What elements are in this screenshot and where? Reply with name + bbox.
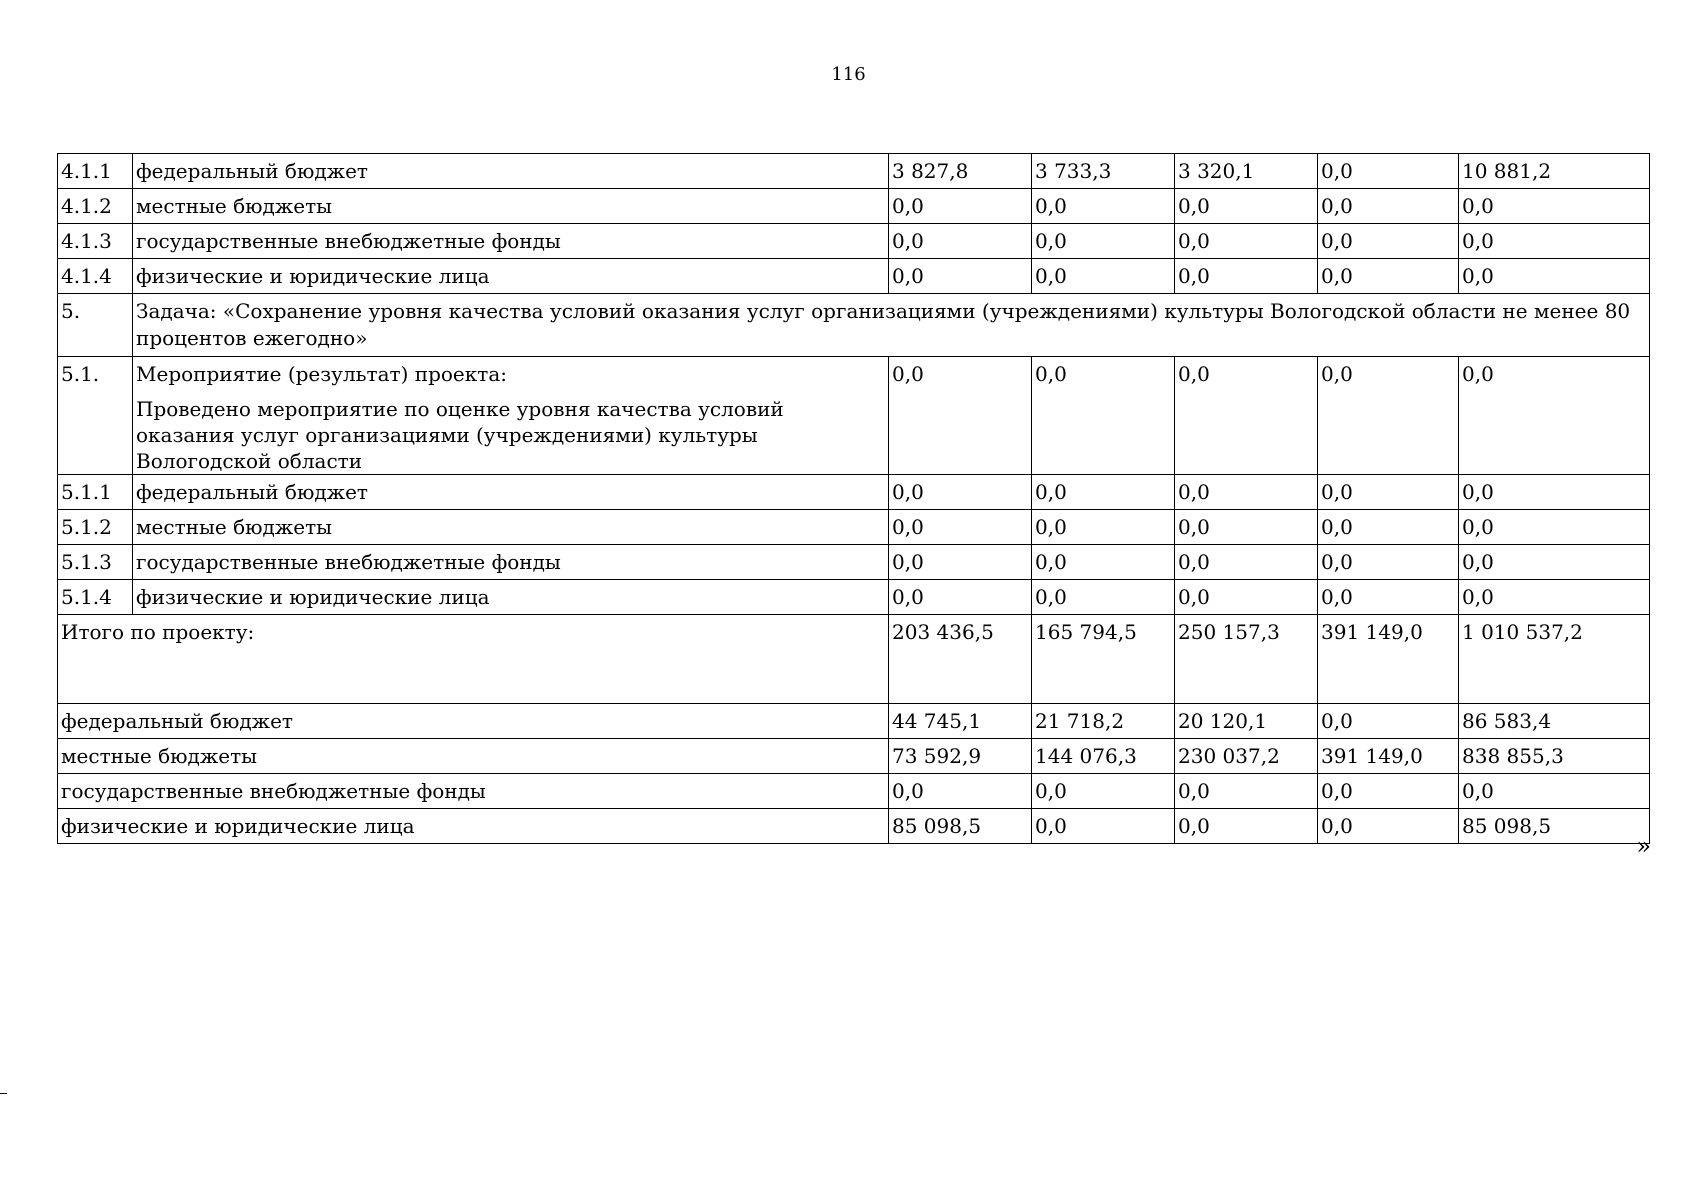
value-cell: 0,0 [1175, 189, 1318, 224]
table-row [58, 704, 1650, 739]
value-cell: 73 592,9 [889, 739, 1032, 774]
value-cell: 0,0 [1175, 774, 1318, 809]
event-description: Проведено мероприятие по оценке уровня качества условий оказания услуг организациями (учреждениями) культуры Вологодской области [136, 397, 784, 473]
value-cell: 86 583,4 [1459, 704, 1650, 739]
value-cell: 0,0 [1318, 259, 1459, 294]
value-cell: 0,0 [1318, 774, 1459, 809]
row-code: 4.1.3 [58, 224, 133, 259]
row-code: 4.1.4 [58, 259, 133, 294]
value-cell: 230 037,2 [1175, 739, 1318, 774]
value-cell: 3 827,8 [889, 154, 1032, 189]
value-cell: 0,0 [1318, 154, 1459, 189]
margin-tick [0, 1093, 7, 1094]
value-cell: 0,0 [1459, 580, 1650, 615]
table-row [58, 774, 1650, 809]
table-row [58, 545, 1650, 580]
row-name: федеральный бюджет [58, 704, 889, 739]
event-code: 5.1. [58, 357, 133, 475]
value-cell: 0,0 [1032, 510, 1175, 545]
value-cell: 0,0 [889, 357, 1032, 475]
value-cell: 0,0 [1459, 357, 1650, 475]
value-cell: 0,0 [1032, 259, 1175, 294]
value-cell: 0,0 [1175, 475, 1318, 510]
table-row [58, 510, 1650, 545]
value-cell: 3 733,3 [1032, 154, 1175, 189]
value-cell: 0,0 [889, 475, 1032, 510]
total-row [58, 615, 1650, 704]
value-cell: 0,0 [1175, 259, 1318, 294]
value-cell: 250 157,3 [1175, 615, 1318, 704]
value-cell: 0,0 [1318, 510, 1459, 545]
value-cell: 0,0 [1459, 510, 1650, 545]
row-name: государственные внебюджетные фонды [58, 774, 889, 809]
value-cell: 0,0 [1459, 545, 1650, 580]
value-cell: 44 745,1 [889, 704, 1032, 739]
value-cell: 0,0 [889, 774, 1032, 809]
value-cell: 0,0 [1459, 259, 1650, 294]
value-cell: 20 120,1 [1175, 704, 1318, 739]
event-cell [133, 357, 889, 475]
table-row [58, 580, 1650, 615]
row-name: физические и юридические лица [58, 809, 889, 844]
table-row [58, 189, 1650, 224]
value-cell: 0,0 [1175, 357, 1318, 475]
value-cell: 0,0 [1175, 809, 1318, 844]
value-cell: 0,0 [889, 189, 1032, 224]
row-name: федеральный бюджет [133, 154, 889, 189]
table-row [58, 809, 1650, 844]
page-number: 116 [831, 64, 866, 85]
value-cell: 85 098,5 [1459, 809, 1650, 844]
row-code: 4.1.2 [58, 189, 133, 224]
row-code: 4.1.1 [58, 154, 133, 189]
value-cell: 0,0 [1318, 704, 1459, 739]
row-name: физические и юридические лица [133, 259, 889, 294]
value-cell: 0,0 [889, 224, 1032, 259]
event-title: Мероприятие (результат) проекта: [136, 362, 507, 386]
row-name: федеральный бюджет [133, 475, 889, 510]
value-cell: 0,0 [1318, 224, 1459, 259]
value-cell: 0,0 [1032, 357, 1175, 475]
row-name: государственные внебюджетные фонды [133, 224, 889, 259]
value-cell: 0,0 [1175, 510, 1318, 545]
event-row [58, 357, 1650, 475]
budget-table [57, 153, 1650, 844]
row-code: 5.1.2 [58, 510, 133, 545]
value-cell: 0,0 [1318, 475, 1459, 510]
value-cell: 0,0 [1318, 357, 1459, 475]
value-cell: 10 881,2 [1459, 154, 1650, 189]
value-cell: 0,0 [1318, 809, 1459, 844]
row-name: местные бюджеты [133, 189, 889, 224]
value-cell: 391 149,0 [1318, 615, 1459, 704]
value-cell: 0,0 [889, 580, 1032, 615]
row-code: 5.1.1 [58, 475, 133, 510]
value-cell: 85 098,5 [889, 809, 1032, 844]
value-cell: 0,0 [1175, 580, 1318, 615]
value-cell: 0,0 [1318, 545, 1459, 580]
table-row [58, 224, 1650, 259]
row-name: физические и юридические лица [133, 580, 889, 615]
row-name: местные бюджеты [58, 739, 889, 774]
value-cell: 0,0 [889, 545, 1032, 580]
value-cell: 165 794,5 [1032, 615, 1175, 704]
value-cell: 21 718,2 [1032, 704, 1175, 739]
table-row [58, 259, 1650, 294]
value-cell: 1 010 537,2 [1459, 615, 1650, 704]
value-cell: 0,0 [1032, 224, 1175, 259]
closing-quote-mark: » [1636, 832, 1651, 860]
task-row [58, 294, 1650, 357]
value-cell: 0,0 [1175, 545, 1318, 580]
value-cell: 0,0 [1032, 545, 1175, 580]
table-row [58, 739, 1650, 774]
row-name: местные бюджеты [133, 510, 889, 545]
value-cell: 0,0 [1032, 580, 1175, 615]
value-cell: 0,0 [889, 510, 1032, 545]
value-cell: 3 320,1 [1175, 154, 1318, 189]
value-cell: 838 855,3 [1459, 739, 1650, 774]
task-code: 5. [58, 294, 133, 357]
value-cell: 0,0 [1459, 189, 1650, 224]
value-cell: 0,0 [1175, 224, 1318, 259]
table-row [58, 475, 1650, 510]
value-cell: 0,0 [1459, 475, 1650, 510]
value-cell: 391 149,0 [1318, 739, 1459, 774]
total-label: Итого по проекту: [58, 615, 889, 704]
value-cell: 0,0 [1318, 189, 1459, 224]
value-cell: 0,0 [889, 259, 1032, 294]
value-cell: 0,0 [1032, 189, 1175, 224]
value-cell: 203 436,5 [889, 615, 1032, 704]
table-row [58, 154, 1650, 189]
value-cell: 0,0 [1459, 774, 1650, 809]
value-cell: 144 076,3 [1032, 739, 1175, 774]
value-cell: 0,0 [1318, 580, 1459, 615]
row-code: 5.1.3 [58, 545, 133, 580]
row-name: государственные внебюджетные фонды [133, 545, 889, 580]
row-code: 5.1.4 [58, 580, 133, 615]
value-cell: 0,0 [1032, 475, 1175, 510]
value-cell: 0,0 [1459, 224, 1650, 259]
value-cell: 0,0 [1032, 809, 1175, 844]
task-text: Задача: «Сохранение уровня качества условий оказания услуг организациями (учреждениями) культуры Вологодской области не менее 80 процентов ежегодно» [133, 294, 1650, 357]
value-cell: 0,0 [1032, 774, 1175, 809]
